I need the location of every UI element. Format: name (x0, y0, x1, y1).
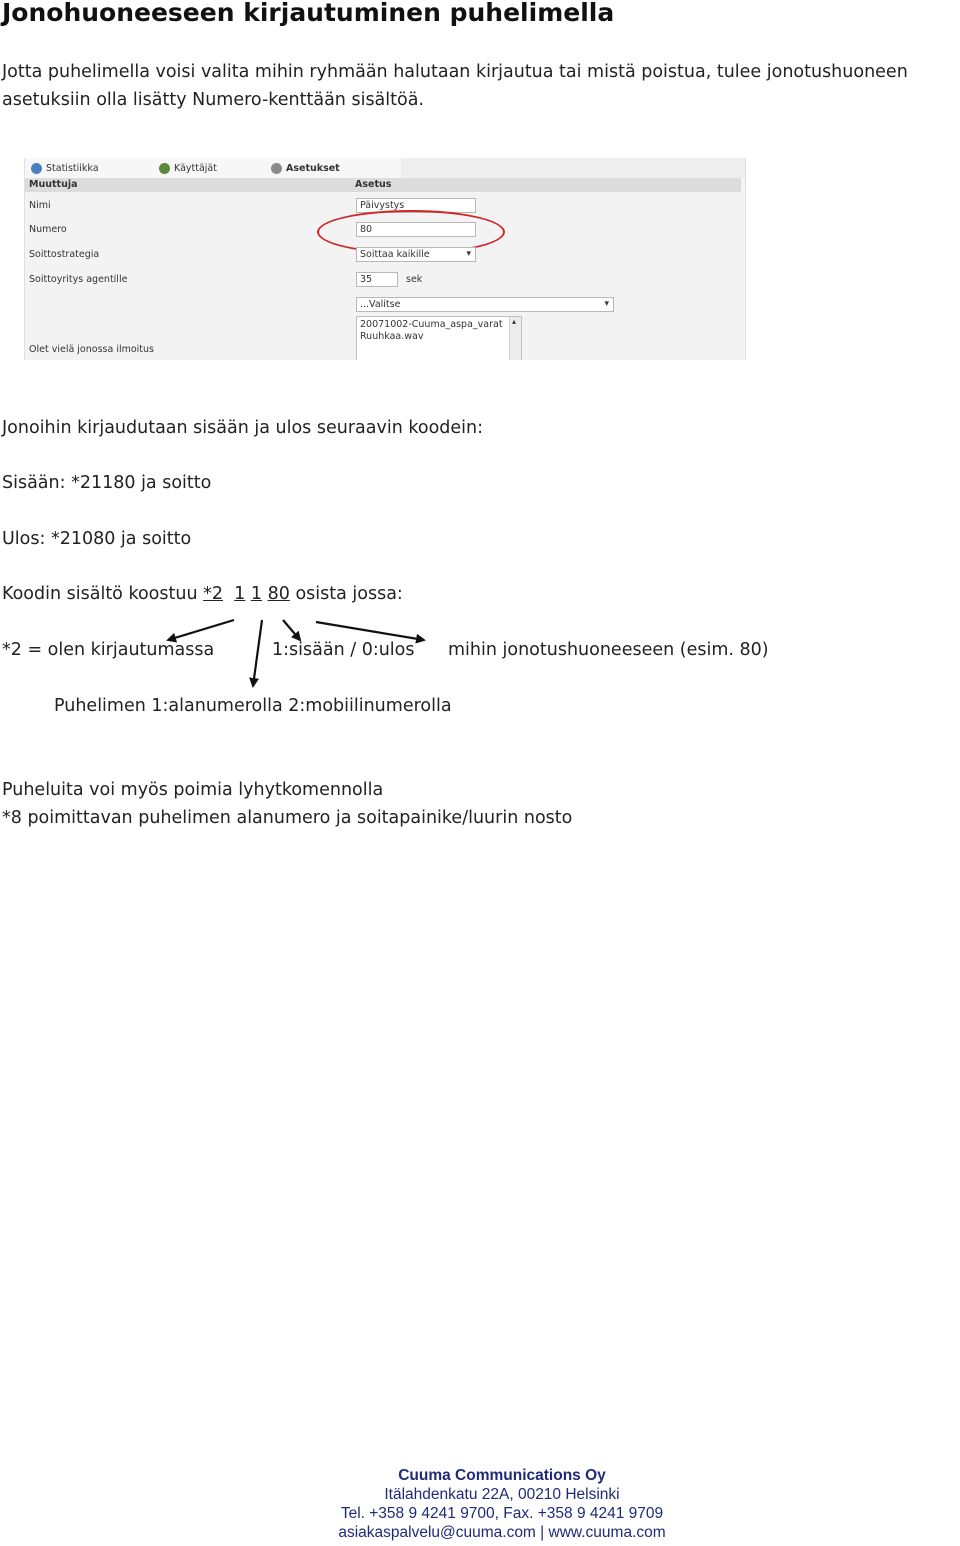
header-muuttuja: Muuttuja (29, 179, 78, 190)
arrow-room (316, 622, 424, 640)
code-suffix: osista jossa: (295, 584, 403, 604)
clock-icon (31, 163, 42, 174)
wrench-icon (271, 163, 282, 174)
footer-email-link[interactable]: asiakaspalvelu@cuuma.com (338, 1524, 536, 1541)
select-soittostrategia: Soittaa kaikille ▾ (356, 247, 476, 262)
row-label-soittoyritys: Soittoyritys agentille (29, 274, 128, 285)
users-icon (159, 163, 170, 174)
settings-screenshot (24, 158, 746, 360)
code-prefix: Koodin sisältö koostuu (2, 584, 198, 604)
audio-file-list (356, 316, 522, 360)
footer-website-link[interactable]: www.cuuma.com (548, 1524, 666, 1541)
intro-line-2: asetuksiin olla lisätty Numero-kenttään sisältöä. (2, 90, 424, 110)
code-breakdown (2, 584, 403, 604)
screenshot-tab-bar (25, 158, 745, 178)
tab-kayttajat (159, 161, 217, 175)
field-nimi: Päivystys (356, 198, 476, 213)
footer-company: Cuuma Communications Oy (398, 1467, 606, 1484)
row-label-ilmoitus: Olet vielä jonossa ilmoitus (29, 344, 154, 355)
explain-phone: Puhelimen 1:alanumerolla 2:mobiilinumerolla (54, 696, 452, 716)
footer (0, 1466, 960, 1542)
tab-label: Asetukset (286, 162, 340, 174)
tab-label: Statistiikka (46, 162, 99, 174)
explain-room: mihin jonotushuoneeseen (esim. 80) (448, 640, 769, 660)
header-asetus: Asetus (355, 179, 392, 190)
field-numero: 80 (356, 222, 476, 237)
login-intro: Jonoihin kirjaudutaan sisään ja ulos seuraavin koodein: (2, 418, 483, 438)
row-label-nimi: Nimi (29, 200, 51, 211)
row-label-soittostrategia: Soittostrategia (29, 249, 100, 260)
select-valitse: ...Valitse ▾ (356, 297, 614, 312)
scrollbar (509, 317, 521, 360)
footer-contact (0, 1523, 960, 1542)
pickup-line-1: Puheluita voi myös poimia lyhytkomennolla (2, 780, 384, 800)
code-part-phone: 1 (234, 584, 246, 604)
intro-line-1: Jotta puhelimella voisi valita mihin ryhmään halutaan kirjautua tai mistä poistua, tulee jonotushuoneen (2, 62, 908, 82)
footer-address: Itälahdenkatu 22A, 00210 Helsinki (384, 1486, 620, 1503)
arrow-direction (283, 620, 300, 640)
list-item: Ruuhkaa.wav (360, 331, 424, 342)
footer-phone: Tel. +358 9 4241 9700, Fax. +358 9 4241 9709 (340, 1505, 664, 1522)
code-part-direction: 1 (250, 584, 263, 604)
tab-asetukset (271, 161, 340, 175)
explain-star2: *2 = olen kirjautumassa (2, 640, 215, 660)
footer-separator: | (540, 1524, 545, 1541)
tab-statistiikka (31, 161, 99, 175)
login-out-code: Ulos: *21080 ja soitto (2, 529, 192, 549)
arrow-star2 (168, 620, 234, 640)
pickup-line-2: *8 poimittavan puhelimen alanumero ja soitapainike/luurin nosto (2, 808, 573, 828)
code-part-room: 80 (267, 584, 290, 604)
list-item: 20071002-Cuuma_aspa_varat (360, 319, 503, 330)
row-label-numero: Numero (29, 224, 67, 235)
field-soittoyritys: 35 (356, 272, 398, 287)
screenshot-table-header (25, 178, 741, 192)
code-part-star2: *2 (203, 584, 224, 604)
tab-label: Käyttäjät (174, 162, 217, 174)
page-title: Jonohuoneeseen kirjautuminen puhelimella (2, 0, 615, 27)
unit-sek: sek (406, 274, 423, 285)
login-in-code: Sisään: *21180 ja soitto (2, 473, 212, 493)
arrow-phone (253, 620, 262, 686)
explain-direction: 1:sisään / 0:ulos (272, 640, 415, 660)
